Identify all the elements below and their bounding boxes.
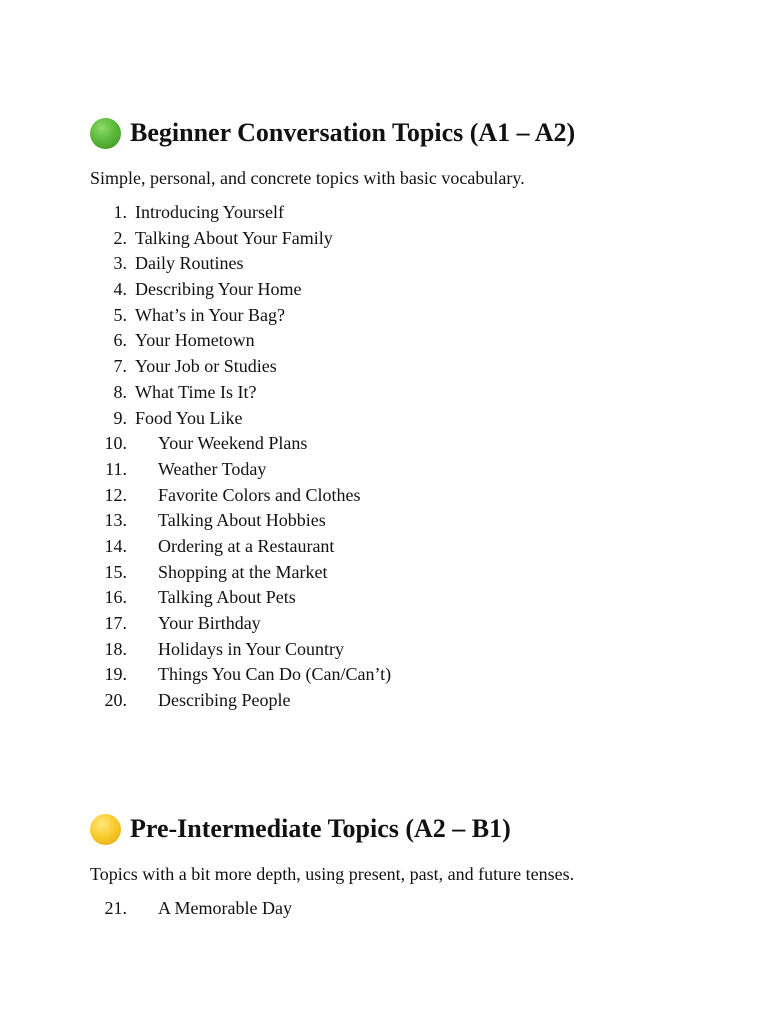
- list-item-text: Food You Like: [135, 407, 243, 428]
- list-item-text: Ordering at a Restaurant: [158, 535, 335, 556]
- list-item-number: 10.: [104, 433, 127, 454]
- list-item-number: 21.: [104, 898, 127, 918]
- list-item-text: A Memorable Day: [158, 898, 292, 918]
- list-item-number: 20.: [104, 690, 127, 711]
- list-item-number: 3.: [113, 253, 127, 274]
- list-item-text: Things You Can Do (Can/Can’t): [158, 664, 392, 685]
- list-item-text: Favorite Colors and Clothes: [158, 484, 361, 505]
- list-item-text: Your Weekend Plans: [158, 433, 308, 454]
- list-item: [90, 688, 730, 714]
- list-item-number: 4.: [113, 279, 127, 300]
- list-item: [90, 226, 730, 252]
- list-item-text: Describing People: [158, 690, 291, 711]
- list-item-number: 15.: [104, 561, 127, 582]
- list-item-number: 5.: [113, 304, 127, 325]
- list-item: [90, 354, 730, 380]
- section-heading: [90, 112, 730, 154]
- section-heading: [90, 808, 730, 850]
- yellow-circle-icon: [90, 814, 121, 845]
- list-item: [90, 251, 730, 277]
- list-item-number: 16.: [104, 587, 127, 608]
- list-item: [90, 534, 730, 560]
- list-item-number: 9.: [113, 407, 127, 428]
- section-intro: Topics with a bit more depth, using present, past, and future tenses.: [90, 864, 575, 884]
- list-item-text: Describing Your Home: [135, 279, 302, 300]
- list-item: [90, 662, 730, 688]
- list-item-number: 7.: [113, 356, 127, 377]
- list-item: [90, 483, 730, 509]
- list-item-text: Talking About Your Family: [135, 227, 333, 248]
- list-item: [90, 508, 730, 534]
- list-item-text: What’s in Your Bag?: [135, 304, 285, 325]
- list-item-text: Shopping at the Market: [158, 561, 328, 582]
- list-item-text: Your Hometown: [135, 330, 255, 351]
- list-item-text: Talking About Hobbies: [158, 510, 326, 531]
- list-item-number: 14.: [104, 535, 127, 556]
- list-item-text: Your Job or Studies: [135, 356, 277, 377]
- list-item: [90, 611, 730, 637]
- green-circle-icon: [90, 118, 121, 149]
- list-item-number: 1.: [113, 202, 127, 222]
- list-item-number: 18.: [104, 638, 127, 659]
- section-title: Pre-Intermediate Topics (A2 – B1): [130, 814, 511, 843]
- list-item-text: Weather Today: [158, 458, 267, 479]
- list-item-number: 19.: [104, 664, 127, 685]
- list-item: [90, 431, 730, 457]
- list-item: [90, 896, 730, 922]
- list-item: [90, 560, 730, 586]
- section-beginner: [90, 112, 730, 714]
- list-item: [90, 303, 730, 329]
- section-pre-intermediate: [90, 808, 730, 922]
- list-item: [90, 380, 730, 406]
- list-item-text: Daily Routines: [135, 253, 244, 274]
- list-item-text: What Time Is It?: [135, 381, 257, 402]
- list-item: [90, 406, 730, 432]
- list-item-text: Holidays in Your Country: [158, 638, 345, 659]
- list-item-number: 2.: [113, 227, 127, 248]
- section-title: Beginner Conversation Topics (A1 – A2): [130, 118, 576, 147]
- topic-list: [90, 896, 730, 922]
- list-item-number: 11.: [105, 458, 127, 479]
- list-item-number: 6.: [113, 330, 127, 351]
- list-item: [90, 585, 730, 611]
- list-item: [90, 277, 730, 303]
- list-item-text: Your Birthday: [158, 613, 261, 633]
- section-intro: Simple, personal, and concrete topics with basic vocabulary.: [90, 168, 525, 188]
- list-item-number: 13.: [104, 510, 127, 531]
- list-item-text: Talking About Pets: [158, 587, 296, 608]
- list-item-number: 12.: [104, 484, 127, 505]
- list-item-number: 8.: [113, 381, 127, 402]
- topic-list: [90, 200, 730, 714]
- list-item: [90, 637, 730, 663]
- list-item-number: 17.: [104, 613, 127, 633]
- list-item: [90, 457, 730, 483]
- list-item: [90, 328, 730, 354]
- list-item-text: Introducing Yourself: [135, 202, 284, 222]
- list-item: [90, 200, 730, 226]
